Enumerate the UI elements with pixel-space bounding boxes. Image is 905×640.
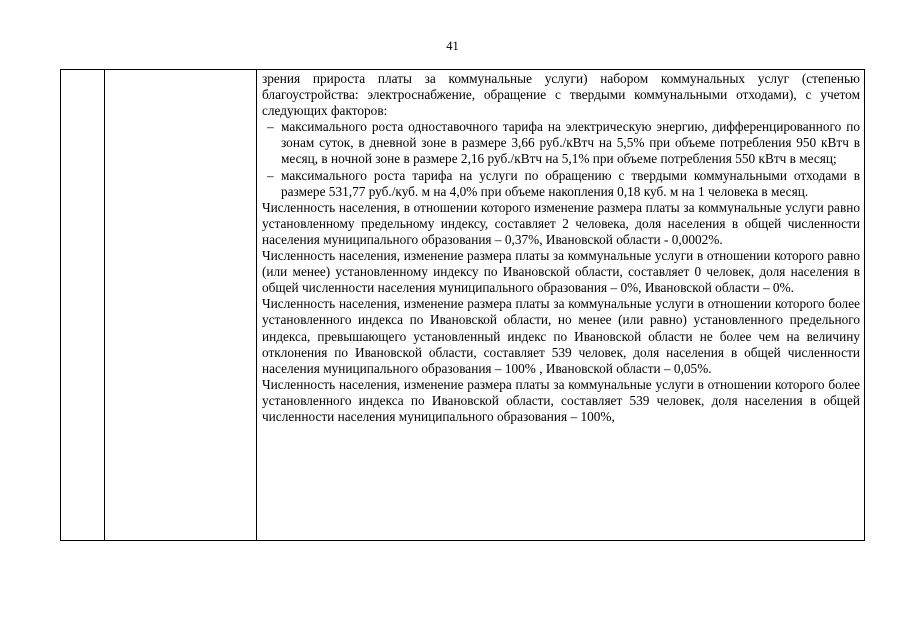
table-cell-index xyxy=(61,70,105,541)
list-item-text: максимального роста тарифа на услуги по обращению с твердыми коммунальными отходами в размере 531,77 руб./куб. м на 4,0% при объеме накопления 0,18 куб. м на 1 человека в месяц. xyxy=(281,167,860,199)
list-item xyxy=(262,119,860,167)
dash-marker: – xyxy=(267,119,274,135)
dash-marker: – xyxy=(267,167,274,183)
table-cell-name xyxy=(105,70,257,541)
factor-list xyxy=(262,119,860,199)
population-paragraph: Численность населения, изменение размера платы за коммунальные услуги в отношении которого более установленного индекса по Ивановской области, но менее (или равно) установленного предельного индекса, превышающего установленный индекс по Ивановской области не более чем на величину отклонения по Ивановской области, составляет 539 человек, доля населения в общей численности населения муниципального образования – 100% , Ивановской области – 0,05%. xyxy=(262,296,860,376)
table-cell-content xyxy=(257,70,865,541)
list-item xyxy=(262,168,860,200)
document-table xyxy=(60,69,865,541)
population-paragraph: Численность населения, изменение размера платы за коммунальные услуги в отношении которого более установленного индекса по Ивановской области, составляет 539 человек, доля населения в общей численности населения муниципального образования – 100%, xyxy=(262,376,860,424)
population-paragraph: Численность населения, изменение размера платы за коммунальные услуги в отношении которого равно (или менее) установленному индексу по Ивановской области, составляет 0 человек, доля населения в общей численности населения муниципального образования – 0%, Ивановской области – 0%. xyxy=(262,248,860,296)
intro-paragraph: зрения прироста платы за коммунальные услуги) набором коммунальных услуг (степенью благоустройства: электроснабжение, обращение с твердыми коммунальными отходами), с учетом следующих факторов: xyxy=(262,71,860,119)
table-row xyxy=(61,70,865,541)
list-item-text: максимального роста одноставочного тарифа на электрическую энергию, дифференцированного по зонам суток, в дневной зоне в размере 3,66 руб./кВтч на 5,5% при объеме потребления 950 кВтч в месяц, в ночной зоне в размере 2,16 руб./кВтч на 5,1% при объеме потребления 550 кВтч в месяц; xyxy=(281,119,860,167)
page-number: 41 xyxy=(446,39,459,53)
population-paragraph: Численность населения, в отношении которого изменение размера платы за коммунальные услуги равно установленному предельному индексу, составляет 2 человека, доля населения в общей численности населения муниципального образования – 0,37%, Ивановской области - 0,0002%. xyxy=(262,199,860,247)
